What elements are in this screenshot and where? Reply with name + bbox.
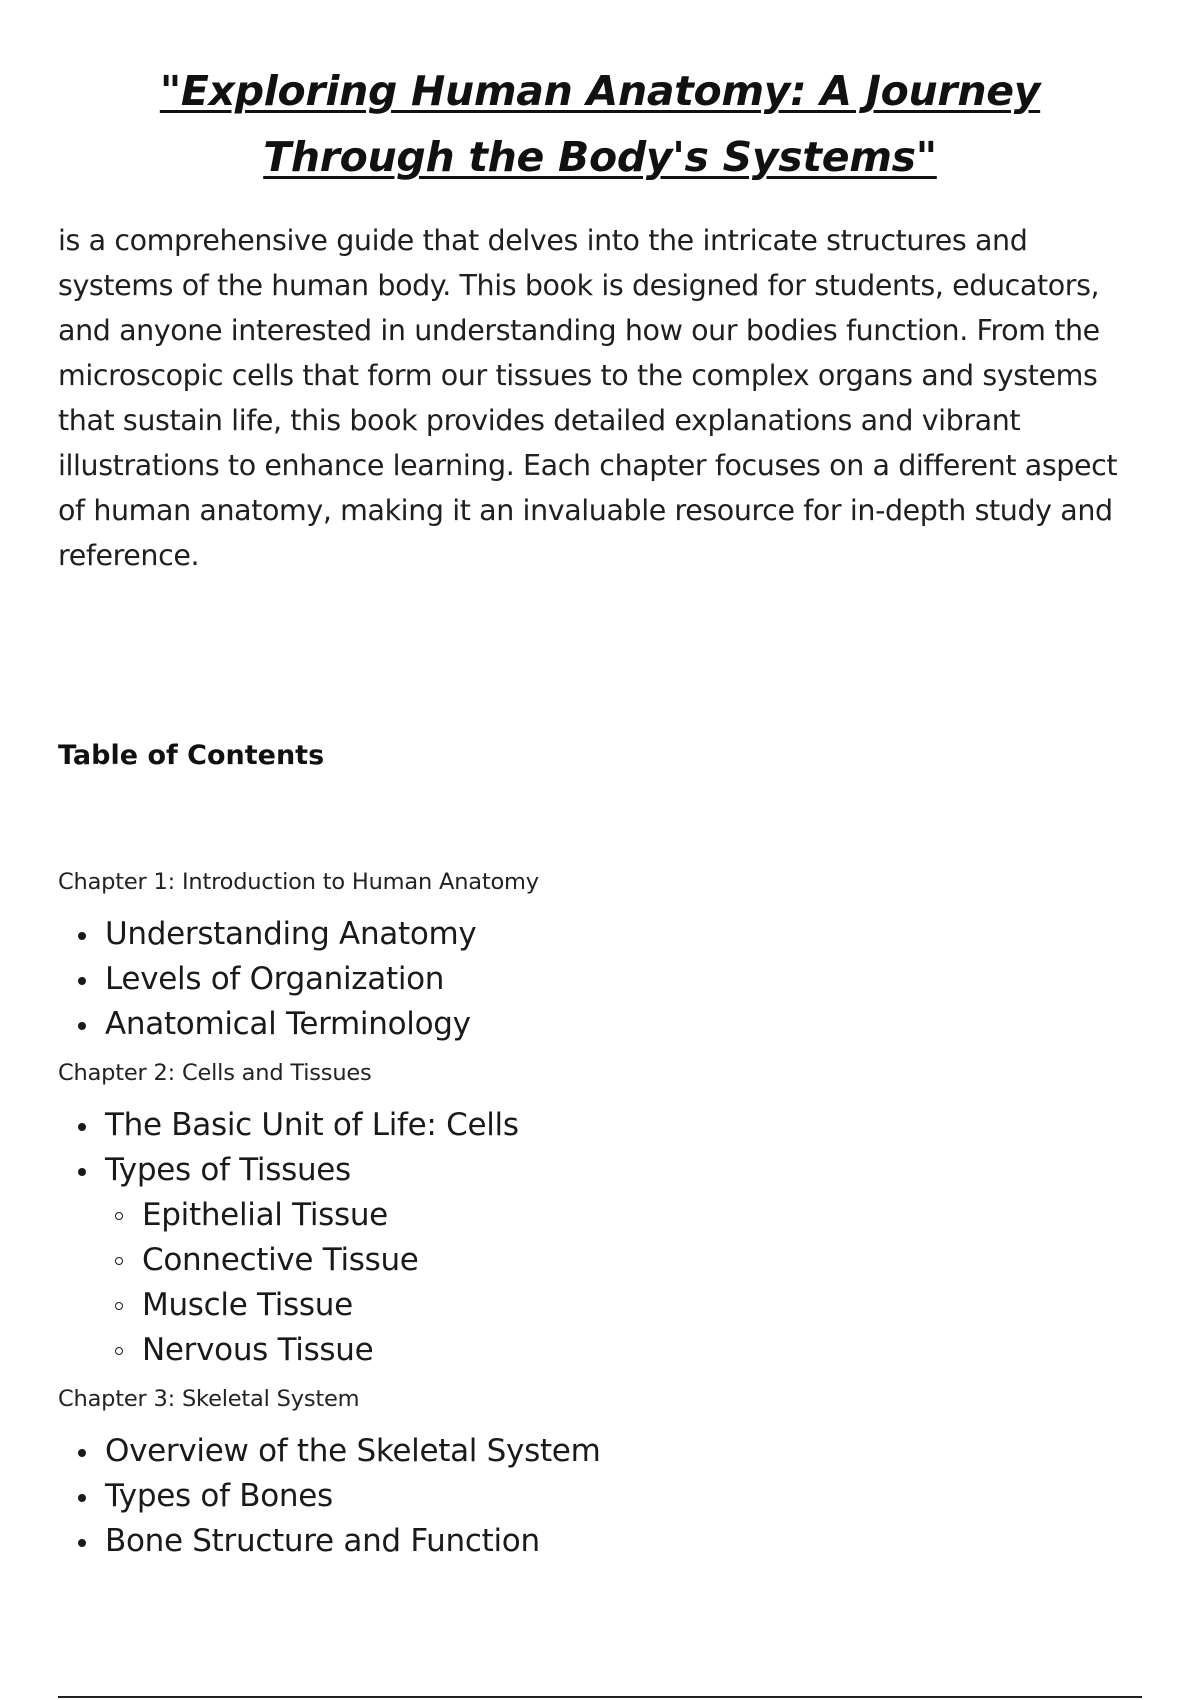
chapter-2-title: Chapter 2: Cells and Tissues <box>58 1060 372 1086</box>
chapter-2 <box>58 1057 1142 1373</box>
toc-heading: Table of Contents <box>58 740 325 771</box>
sub-list-item: Epithelial Tissue <box>142 1193 1142 1238</box>
title-line-2: Through the Body's Systems" <box>263 133 937 181</box>
tissue-subtopics <box>105 1193 1142 1373</box>
list-item: Bone Structure and Function <box>105 1519 1142 1564</box>
list-item: Overview of the Skeletal System <box>105 1429 1142 1474</box>
list-item: The Basic Unit of Life: Cells <box>105 1103 1142 1148</box>
list-item: Understanding Anatomy <box>105 912 1142 957</box>
chapter-1-title: Chapter 1: Introduction to Human Anatomy <box>58 869 539 895</box>
list-item: Anatomical Terminology <box>105 1002 1142 1047</box>
sub-list-item: Muscle Tissue <box>142 1283 1142 1328</box>
sub-list-item: Nervous Tissue <box>142 1328 1142 1373</box>
sub-list-item: Connective Tissue <box>142 1238 1142 1283</box>
chapter-3-topics <box>58 1429 1142 1564</box>
list-item-label: Types of Tissues <box>105 1152 351 1188</box>
document-title <box>58 58 1142 190</box>
chapter-1 <box>58 866 1142 1047</box>
title-line-1: "Exploring Human Anatomy: A Journey <box>159 67 1041 115</box>
list-item <box>105 1148 1142 1373</box>
list-item: Levels of Organization <box>105 957 1142 1002</box>
intro-paragraph: is a comprehensive guide that delves into the intricate structures and systems of the human body. This book is designed for students, educators, and anyone interested in understanding how our bodies function. From the microscopic cells that form our tissues to the complex organs and systems that sustain life, this book provides detailed explanations and vibrant illustrations to enhance learning. Each chapter focuses on a different aspect of human anatomy, making it an invaluable resource for in-depth study and reference. <box>58 224 1118 572</box>
list-item: Types of Bones <box>105 1474 1142 1519</box>
table-of-contents <box>58 866 1142 1574</box>
chapter-3-title: Chapter 3: Skeletal System <box>58 1386 360 1412</box>
chapter-2-topics <box>58 1103 1142 1373</box>
chapter-3 <box>58 1383 1142 1564</box>
bottom-divider <box>58 1696 1142 1698</box>
chapter-1-topics <box>58 912 1142 1047</box>
